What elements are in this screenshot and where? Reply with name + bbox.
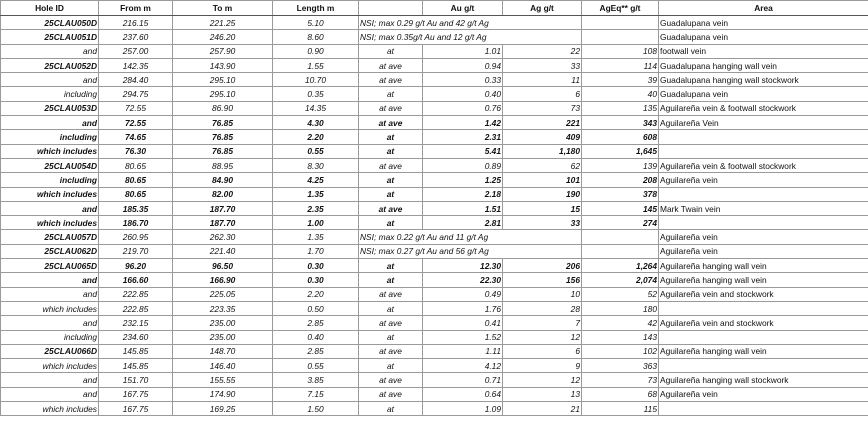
length-cell: 8.60	[273, 30, 359, 44]
at-cell: at	[359, 273, 423, 287]
hole-id-cell: 25CLAU062D	[1, 244, 99, 258]
at-cell: at ave	[359, 287, 423, 301]
length-cell: 1.70	[273, 244, 359, 258]
nsi-note-cell: NSI; max 0.29 g/t Au and 42 g/t Ag	[359, 16, 582, 30]
ag-cell: 9	[503, 359, 582, 373]
hole-id-cell: and	[1, 316, 99, 330]
table-row	[1, 330, 868, 344]
area-cell: Guadalupana vein	[659, 16, 868, 30]
at-cell: at	[359, 173, 423, 187]
length-cell: 3.85	[273, 373, 359, 387]
ag-cell: 15	[503, 201, 582, 215]
at-cell: at ave	[359, 373, 423, 387]
to-cell: 146.40	[173, 359, 273, 373]
from-cell: 74.65	[99, 130, 173, 144]
area-cell: Aguilareña vein and stockwork	[659, 287, 868, 301]
table-row	[1, 44, 868, 58]
area-cell: Aguilareña vein	[659, 387, 868, 401]
area-cell: Aguilareña vein	[659, 173, 868, 187]
au-cell: 1.76	[423, 301, 503, 315]
area-cell	[659, 359, 868, 373]
area-cell: Guadalupana hanging wall stockwork	[659, 73, 868, 87]
table-row	[1, 130, 868, 144]
ageq-cell: 1,264	[582, 259, 659, 273]
length-cell: 1.55	[273, 58, 359, 72]
to-cell: 86.90	[173, 101, 273, 115]
to-cell: 84.90	[173, 173, 273, 187]
table-row	[1, 344, 868, 358]
hole-id-cell: which includes	[1, 144, 99, 158]
hole-id-cell: including	[1, 330, 99, 344]
ageq-cell: 115	[582, 402, 659, 416]
at-cell: at ave	[359, 116, 423, 130]
at-cell: at ave	[359, 101, 423, 115]
header-length: Length m	[273, 1, 359, 16]
to-cell: 76.85	[173, 144, 273, 158]
ageq-cell: 42	[582, 316, 659, 330]
au-cell: 22.30	[423, 273, 503, 287]
au-cell: 2.18	[423, 187, 503, 201]
ag-cell: 101	[503, 173, 582, 187]
table-row	[1, 101, 868, 115]
header-hole-id: Hole ID	[1, 1, 99, 16]
length-cell: 0.30	[273, 273, 359, 287]
ag-cell: 6	[503, 344, 582, 358]
ag-cell: 11	[503, 73, 582, 87]
ag-cell: 33	[503, 216, 582, 230]
area-cell	[659, 216, 868, 230]
to-cell: 76.85	[173, 116, 273, 130]
area-cell	[659, 130, 868, 144]
length-cell: 10.70	[273, 73, 359, 87]
at-cell: at	[359, 187, 423, 201]
at-cell: at ave	[359, 387, 423, 401]
ageq-cell: 143	[582, 330, 659, 344]
from-cell: 151.70	[99, 373, 173, 387]
length-cell: 14.35	[273, 101, 359, 115]
ageq-cell: 274	[582, 216, 659, 230]
area-cell: Aguilareña hanging wall stockwork	[659, 373, 868, 387]
au-cell: 0.71	[423, 373, 503, 387]
ageq-cell: 40	[582, 87, 659, 101]
at-cell: at	[359, 130, 423, 144]
ag-cell: 221	[503, 116, 582, 130]
hole-id-cell: 25CLAU053D	[1, 101, 99, 115]
from-cell: 142.35	[99, 58, 173, 72]
header-ag: Ag g/t	[503, 1, 582, 16]
area-cell	[659, 402, 868, 416]
table-body	[1, 16, 868, 416]
to-cell: 96.50	[173, 259, 273, 273]
ageq-cell	[582, 30, 659, 44]
au-cell: 5.41	[423, 144, 503, 158]
hole-id-cell: 25CLAU051D	[1, 30, 99, 44]
table-row	[1, 87, 868, 101]
area-cell: Aguilareña vein and stockwork	[659, 316, 868, 330]
area-cell	[659, 187, 868, 201]
ageq-cell: 378	[582, 187, 659, 201]
ag-cell: 22	[503, 44, 582, 58]
table-row	[1, 387, 868, 401]
area-cell: Guadalupana vein	[659, 30, 868, 44]
hole-id-cell: and	[1, 44, 99, 58]
to-cell: 295.10	[173, 87, 273, 101]
at-cell: at	[359, 359, 423, 373]
table-row	[1, 359, 868, 373]
length-cell: 0.55	[273, 144, 359, 158]
length-cell: 5.10	[273, 16, 359, 30]
to-cell: 148.70	[173, 344, 273, 358]
ageq-cell: 52	[582, 287, 659, 301]
area-cell: Aguilareña vein	[659, 230, 868, 244]
from-cell: 80.65	[99, 158, 173, 172]
from-cell: 166.60	[99, 273, 173, 287]
nsi-note-cell: NSI; max 0.27 g/t Au and 56 g/t Ag	[359, 244, 582, 258]
hole-id-cell: 25CLAU054D	[1, 158, 99, 172]
table-row	[1, 316, 868, 330]
to-cell: 155.55	[173, 373, 273, 387]
from-cell: 167.75	[99, 387, 173, 401]
ag-cell: 6	[503, 87, 582, 101]
au-cell: 1.11	[423, 344, 503, 358]
ag-cell: 28	[503, 301, 582, 315]
au-cell: 2.31	[423, 130, 503, 144]
ageq-cell: 68	[582, 387, 659, 401]
from-cell: 80.65	[99, 173, 173, 187]
length-cell: 1.35	[273, 230, 359, 244]
to-cell: 295.10	[173, 73, 273, 87]
at-cell: at ave	[359, 316, 423, 330]
to-cell: 82.00	[173, 187, 273, 201]
au-cell: 0.33	[423, 73, 503, 87]
hole-id-cell: including	[1, 173, 99, 187]
from-cell: 145.85	[99, 344, 173, 358]
length-cell: 4.30	[273, 116, 359, 130]
from-cell: 232.15	[99, 316, 173, 330]
from-cell: 257.00	[99, 44, 173, 58]
au-cell: 0.41	[423, 316, 503, 330]
length-cell: 0.55	[273, 359, 359, 373]
from-cell: 145.85	[99, 359, 173, 373]
length-cell: 0.90	[273, 44, 359, 58]
at-cell: at	[359, 402, 423, 416]
au-cell: 0.76	[423, 101, 503, 115]
from-cell: 260.95	[99, 230, 173, 244]
to-cell: 235.00	[173, 316, 273, 330]
ag-cell: 12	[503, 373, 582, 387]
area-cell: Aguilareña hanging wall vein	[659, 344, 868, 358]
from-cell: 216.15	[99, 16, 173, 30]
from-cell: 234.60	[99, 330, 173, 344]
at-cell: at ave	[359, 158, 423, 172]
length-cell: 0.30	[273, 259, 359, 273]
from-cell: 222.85	[99, 287, 173, 301]
length-cell: 2.20	[273, 130, 359, 144]
au-cell: 2.81	[423, 216, 503, 230]
from-cell: 80.65	[99, 187, 173, 201]
from-cell: 237.60	[99, 30, 173, 44]
hole-id-cell: which includes	[1, 402, 99, 416]
hole-id-cell: and	[1, 373, 99, 387]
from-cell: 72.55	[99, 101, 173, 115]
hole-id-cell: 25CLAU057D	[1, 230, 99, 244]
to-cell: 166.90	[173, 273, 273, 287]
area-cell	[659, 330, 868, 344]
hole-id-cell: including	[1, 87, 99, 101]
ageq-cell	[582, 230, 659, 244]
at-cell: at	[359, 144, 423, 158]
hole-id-cell: including	[1, 130, 99, 144]
table-row	[1, 58, 868, 72]
area-cell: Aguilareña vein & footwall stockwork	[659, 158, 868, 172]
ageq-cell: 1,645	[582, 144, 659, 158]
at-cell: at ave	[359, 73, 423, 87]
ageq-cell: 139	[582, 158, 659, 172]
hole-id-cell: which includes	[1, 359, 99, 373]
from-cell: 284.40	[99, 73, 173, 87]
au-cell: 1.42	[423, 116, 503, 130]
au-cell: 1.52	[423, 330, 503, 344]
at-cell: at	[359, 301, 423, 315]
header-area: Area	[659, 1, 868, 16]
length-cell: 1.35	[273, 187, 359, 201]
ageq-cell: 180	[582, 301, 659, 315]
hole-id-cell: and	[1, 287, 99, 301]
ag-cell: 206	[503, 259, 582, 273]
to-cell: 262.30	[173, 230, 273, 244]
table-row	[1, 244, 868, 258]
ageq-cell: 363	[582, 359, 659, 373]
ageq-cell: 39	[582, 73, 659, 87]
au-cell: 0.40	[423, 87, 503, 101]
area-cell: Guadalupana vein	[659, 87, 868, 101]
au-cell: 1.51	[423, 201, 503, 215]
area-cell: Aguilareña vein & footwall stockwork	[659, 101, 868, 115]
au-cell: 12.30	[423, 259, 503, 273]
nsi-note-cell: NSI; max 0.22 g/t Au and 11 g/t Ag	[359, 230, 582, 244]
area-cell	[659, 144, 868, 158]
length-cell: 0.40	[273, 330, 359, 344]
from-cell: 96.20	[99, 259, 173, 273]
length-cell: 2.85	[273, 344, 359, 358]
ag-cell: 12	[503, 330, 582, 344]
to-cell: 88.95	[173, 158, 273, 172]
area-cell: Aguilareña hanging wall vein	[659, 259, 868, 273]
length-cell: 0.35	[273, 87, 359, 101]
length-cell: 0.50	[273, 301, 359, 315]
to-cell: 169.25	[173, 402, 273, 416]
table-row	[1, 373, 868, 387]
hole-id-cell: 25CLAU052D	[1, 58, 99, 72]
hole-id-cell: which includes	[1, 187, 99, 201]
hole-id-cell: which includes	[1, 301, 99, 315]
au-cell: 0.49	[423, 287, 503, 301]
length-cell: 2.35	[273, 201, 359, 215]
to-cell: 225.05	[173, 287, 273, 301]
to-cell: 246.20	[173, 30, 273, 44]
header-row	[1, 1, 868, 16]
hole-id-cell: and	[1, 273, 99, 287]
area-cell: footwall vein	[659, 44, 868, 58]
area-cell: Mark Twain vein	[659, 201, 868, 215]
area-cell: Aguilareña vein	[659, 244, 868, 258]
ag-cell: 7	[503, 316, 582, 330]
table-row	[1, 273, 868, 287]
length-cell: 2.20	[273, 287, 359, 301]
au-cell: 1.25	[423, 173, 503, 187]
ag-cell: 62	[503, 158, 582, 172]
at-cell: at	[359, 44, 423, 58]
length-cell: 8.30	[273, 158, 359, 172]
au-cell: 1.09	[423, 402, 503, 416]
from-cell: 219.70	[99, 244, 173, 258]
table-row	[1, 30, 868, 44]
area-cell: Guadalupana hanging wall vein	[659, 58, 868, 72]
hole-id-cell: and	[1, 387, 99, 401]
ageq-cell	[582, 244, 659, 258]
area-cell: Aguilareña hanging wall vein	[659, 273, 868, 287]
table-row	[1, 201, 868, 215]
to-cell: 76.85	[173, 130, 273, 144]
ageq-cell: 208	[582, 173, 659, 187]
au-cell: 4.12	[423, 359, 503, 373]
area-cell: Aguilareña Vein	[659, 116, 868, 130]
table-row	[1, 144, 868, 158]
table-row	[1, 259, 868, 273]
ag-cell: 13	[503, 387, 582, 401]
hole-id-cell: and	[1, 73, 99, 87]
ageq-cell: 145	[582, 201, 659, 215]
au-cell: 0.89	[423, 158, 503, 172]
table-row	[1, 301, 868, 315]
au-cell: 1.01	[423, 44, 503, 58]
ageq-cell: 73	[582, 373, 659, 387]
ag-cell: 10	[503, 287, 582, 301]
hole-id-cell: and	[1, 201, 99, 215]
ageq-cell: 608	[582, 130, 659, 144]
from-cell: 76.30	[99, 144, 173, 158]
to-cell: 257.90	[173, 44, 273, 58]
at-cell: at	[359, 330, 423, 344]
table-row	[1, 230, 868, 244]
ag-cell: 33	[503, 58, 582, 72]
to-cell: 187.70	[173, 201, 273, 215]
at-cell: at ave	[359, 344, 423, 358]
table-row	[1, 216, 868, 230]
to-cell: 235.00	[173, 330, 273, 344]
table-row	[1, 287, 868, 301]
ag-cell: 190	[503, 187, 582, 201]
to-cell: 221.40	[173, 244, 273, 258]
to-cell: 174.90	[173, 387, 273, 401]
hole-id-cell: which includes	[1, 216, 99, 230]
length-cell: 1.00	[273, 216, 359, 230]
nsi-note-cell: NSI; max 0.35g/t Au and 12 g/t Ag	[359, 30, 582, 44]
to-cell: 143.90	[173, 58, 273, 72]
to-cell: 223.35	[173, 301, 273, 315]
ageq-cell: 135	[582, 101, 659, 115]
from-cell: 72.55	[99, 116, 173, 130]
ag-cell: 1,180	[503, 144, 582, 158]
to-cell: 221.25	[173, 16, 273, 30]
length-cell: 2.85	[273, 316, 359, 330]
at-cell: at	[359, 87, 423, 101]
header-blank	[359, 1, 423, 16]
from-cell: 222.85	[99, 301, 173, 315]
ageq-cell: 2,074	[582, 273, 659, 287]
ageq-cell: 114	[582, 58, 659, 72]
at-cell: at	[359, 216, 423, 230]
hole-id-cell: 25CLAU066D	[1, 344, 99, 358]
table-row	[1, 173, 868, 187]
header-au: Au g/t	[423, 1, 503, 16]
length-cell: 4.25	[273, 173, 359, 187]
table-row	[1, 187, 868, 201]
table-row	[1, 116, 868, 130]
to-cell: 187.70	[173, 216, 273, 230]
ag-cell: 409	[503, 130, 582, 144]
ag-cell: 73	[503, 101, 582, 115]
ag-cell: 156	[503, 273, 582, 287]
table-row	[1, 158, 868, 172]
length-cell: 1.50	[273, 402, 359, 416]
at-cell: at	[359, 259, 423, 273]
ag-cell: 21	[503, 402, 582, 416]
from-cell: 186.70	[99, 216, 173, 230]
header-from: From m	[99, 1, 173, 16]
from-cell: 167.75	[99, 402, 173, 416]
au-cell: 0.64	[423, 387, 503, 401]
from-cell: 185.35	[99, 201, 173, 215]
table-row	[1, 16, 868, 30]
area-cell	[659, 301, 868, 315]
ageq-cell: 108	[582, 44, 659, 58]
hole-id-cell: 25CLAU065D	[1, 259, 99, 273]
header-to: To m	[173, 1, 273, 16]
table-row	[1, 402, 868, 416]
ageq-cell	[582, 16, 659, 30]
header-ageq: AgEq** g/t	[582, 1, 659, 16]
ageq-cell: 343	[582, 116, 659, 130]
au-cell: 0.94	[423, 58, 503, 72]
hole-id-cell: and	[1, 116, 99, 130]
from-cell: 294.75	[99, 87, 173, 101]
ageq-cell: 102	[582, 344, 659, 358]
at-cell: at ave	[359, 201, 423, 215]
length-cell: 7.15	[273, 387, 359, 401]
hole-id-cell: 25CLAU050D	[1, 16, 99, 30]
table-row	[1, 73, 868, 87]
at-cell: at ave	[359, 58, 423, 72]
